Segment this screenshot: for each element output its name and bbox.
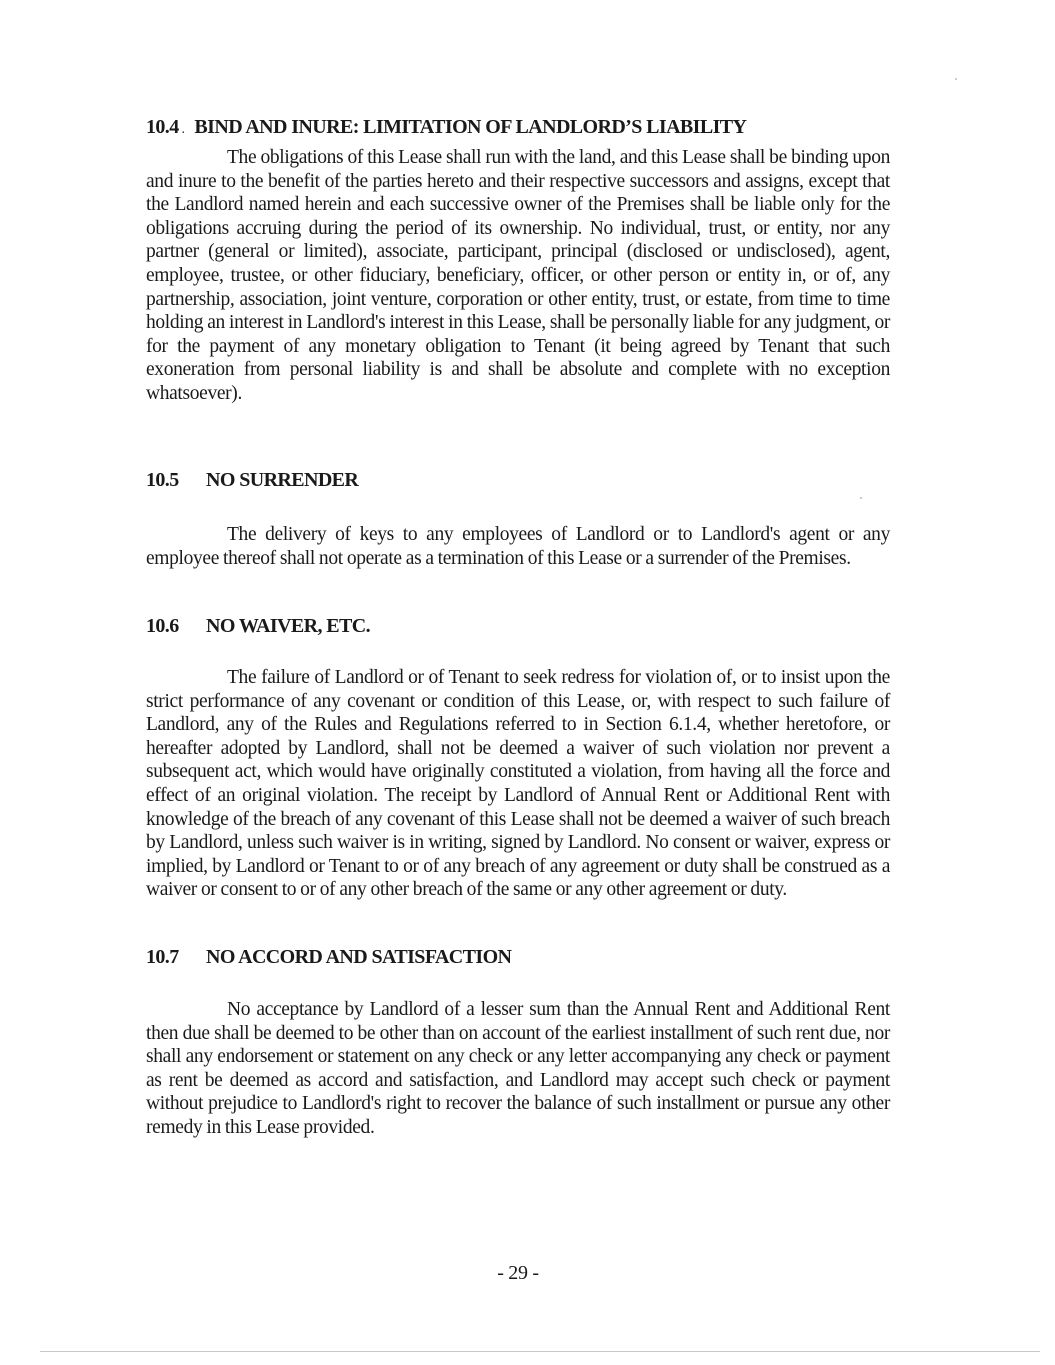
section-number: 10.4 . [146, 116, 185, 138]
scan-speck [860, 497, 862, 499]
scan-speck [955, 78, 957, 80]
section-body-10-7: No acceptance by Landlord of a lesser sum than the Annual Rent and Additional Rent then due shall be deemed to be other than on account of the earliest installment of such rent due, nor shall any endorsement or statement on any check or any letter accompanying any check or payment as rent be deemed as accord and satisfaction, and Landlord may accept such check or payment without prejudice to Landlord's right to recover the balance of such installment or pursue any other remedy in this Lease provided. [146, 999, 890, 1138]
section-heading-10-6 [146, 614, 370, 638]
section-body-10-6: The failure of Landlord or of Tenant to seek redress for violation of, or to insist upon the strict performance of any covenant or condition of this Lease, or, with respect to such failure of Landlord, any of the Rules and Regulations referred to in Section 6.1.4, whether heretofore, or hereafter adopted by Landlord, shall not be deemed a waiver of such violation nor prevent a subsequent act, which would have originally constituted a violation, from having all the force and effect of an original violation. The receipt by Landlord of Annual Rent or Additional Rent with knowledge of the breach of any covenant of this Lease shall not be deemed a waiver of such breach by Landlord, unless such waiver is in writing, signed by Landlord. No consent or waiver, express or implied, by Landlord or Tenant to or of any breach of any agreement or duty shall be construed as a waiver or consent to or of any other breach of the same or any other agreement or duty. [146, 667, 890, 901]
section-number: 10.7 [146, 946, 179, 968]
page-number: - 29 - [497, 1262, 539, 1284]
section-body-10-5: The delivery of keys to any employees of Landlord or to Landlord's agent or any employee thereof shall not operate as a termination of this Lease or a surrender of the Premises. [146, 524, 890, 569]
scan-edge-line [40, 1351, 1040, 1352]
section-title: NO SURRENDER [206, 469, 359, 491]
section-title: BIND AND INURE: LIMITATION OF LANDLORD’S LIABILITY [194, 116, 747, 138]
section-number: 10.6 [146, 615, 179, 637]
section-title: NO ACCORD AND SATISFACTION [206, 946, 512, 968]
section-heading-10-5 [146, 468, 358, 492]
section-heading-10-4 [146, 115, 746, 142]
section-body-10-4: The obligations of this Lease shall run with the land, and this Lease shall be binding upon and inure to the benefit of the parties hereto and their respective successors and assigns, except that the Landlord named herein and each successive owner of the Premises shall be liable only for the obligations accruing during the period of its ownership. No individual, trust, or entity, nor any partner (general or limited), associate, participant, principal (disclosed or undisclosed), agent, employee, trustee, or other fiduciary, beneficiary, officer, or other person or entity in, or of, any partnership, association, joint venture, corporation or other entity, trust, or estate, from time to time holding an interest in Landlord's interest in this Lease, shall be personally liable for any judgment, or for the payment of any monetary obligation to Tenant (it being agreed by Tenant that such exoneration from personal liability is and shall be absolute and complete with no exception whatsoever). [146, 147, 890, 404]
section-title: NO WAIVER, ETC. [206, 615, 370, 637]
section-number: 10.5 [146, 469, 179, 491]
section-heading-10-7 [146, 945, 511, 969]
